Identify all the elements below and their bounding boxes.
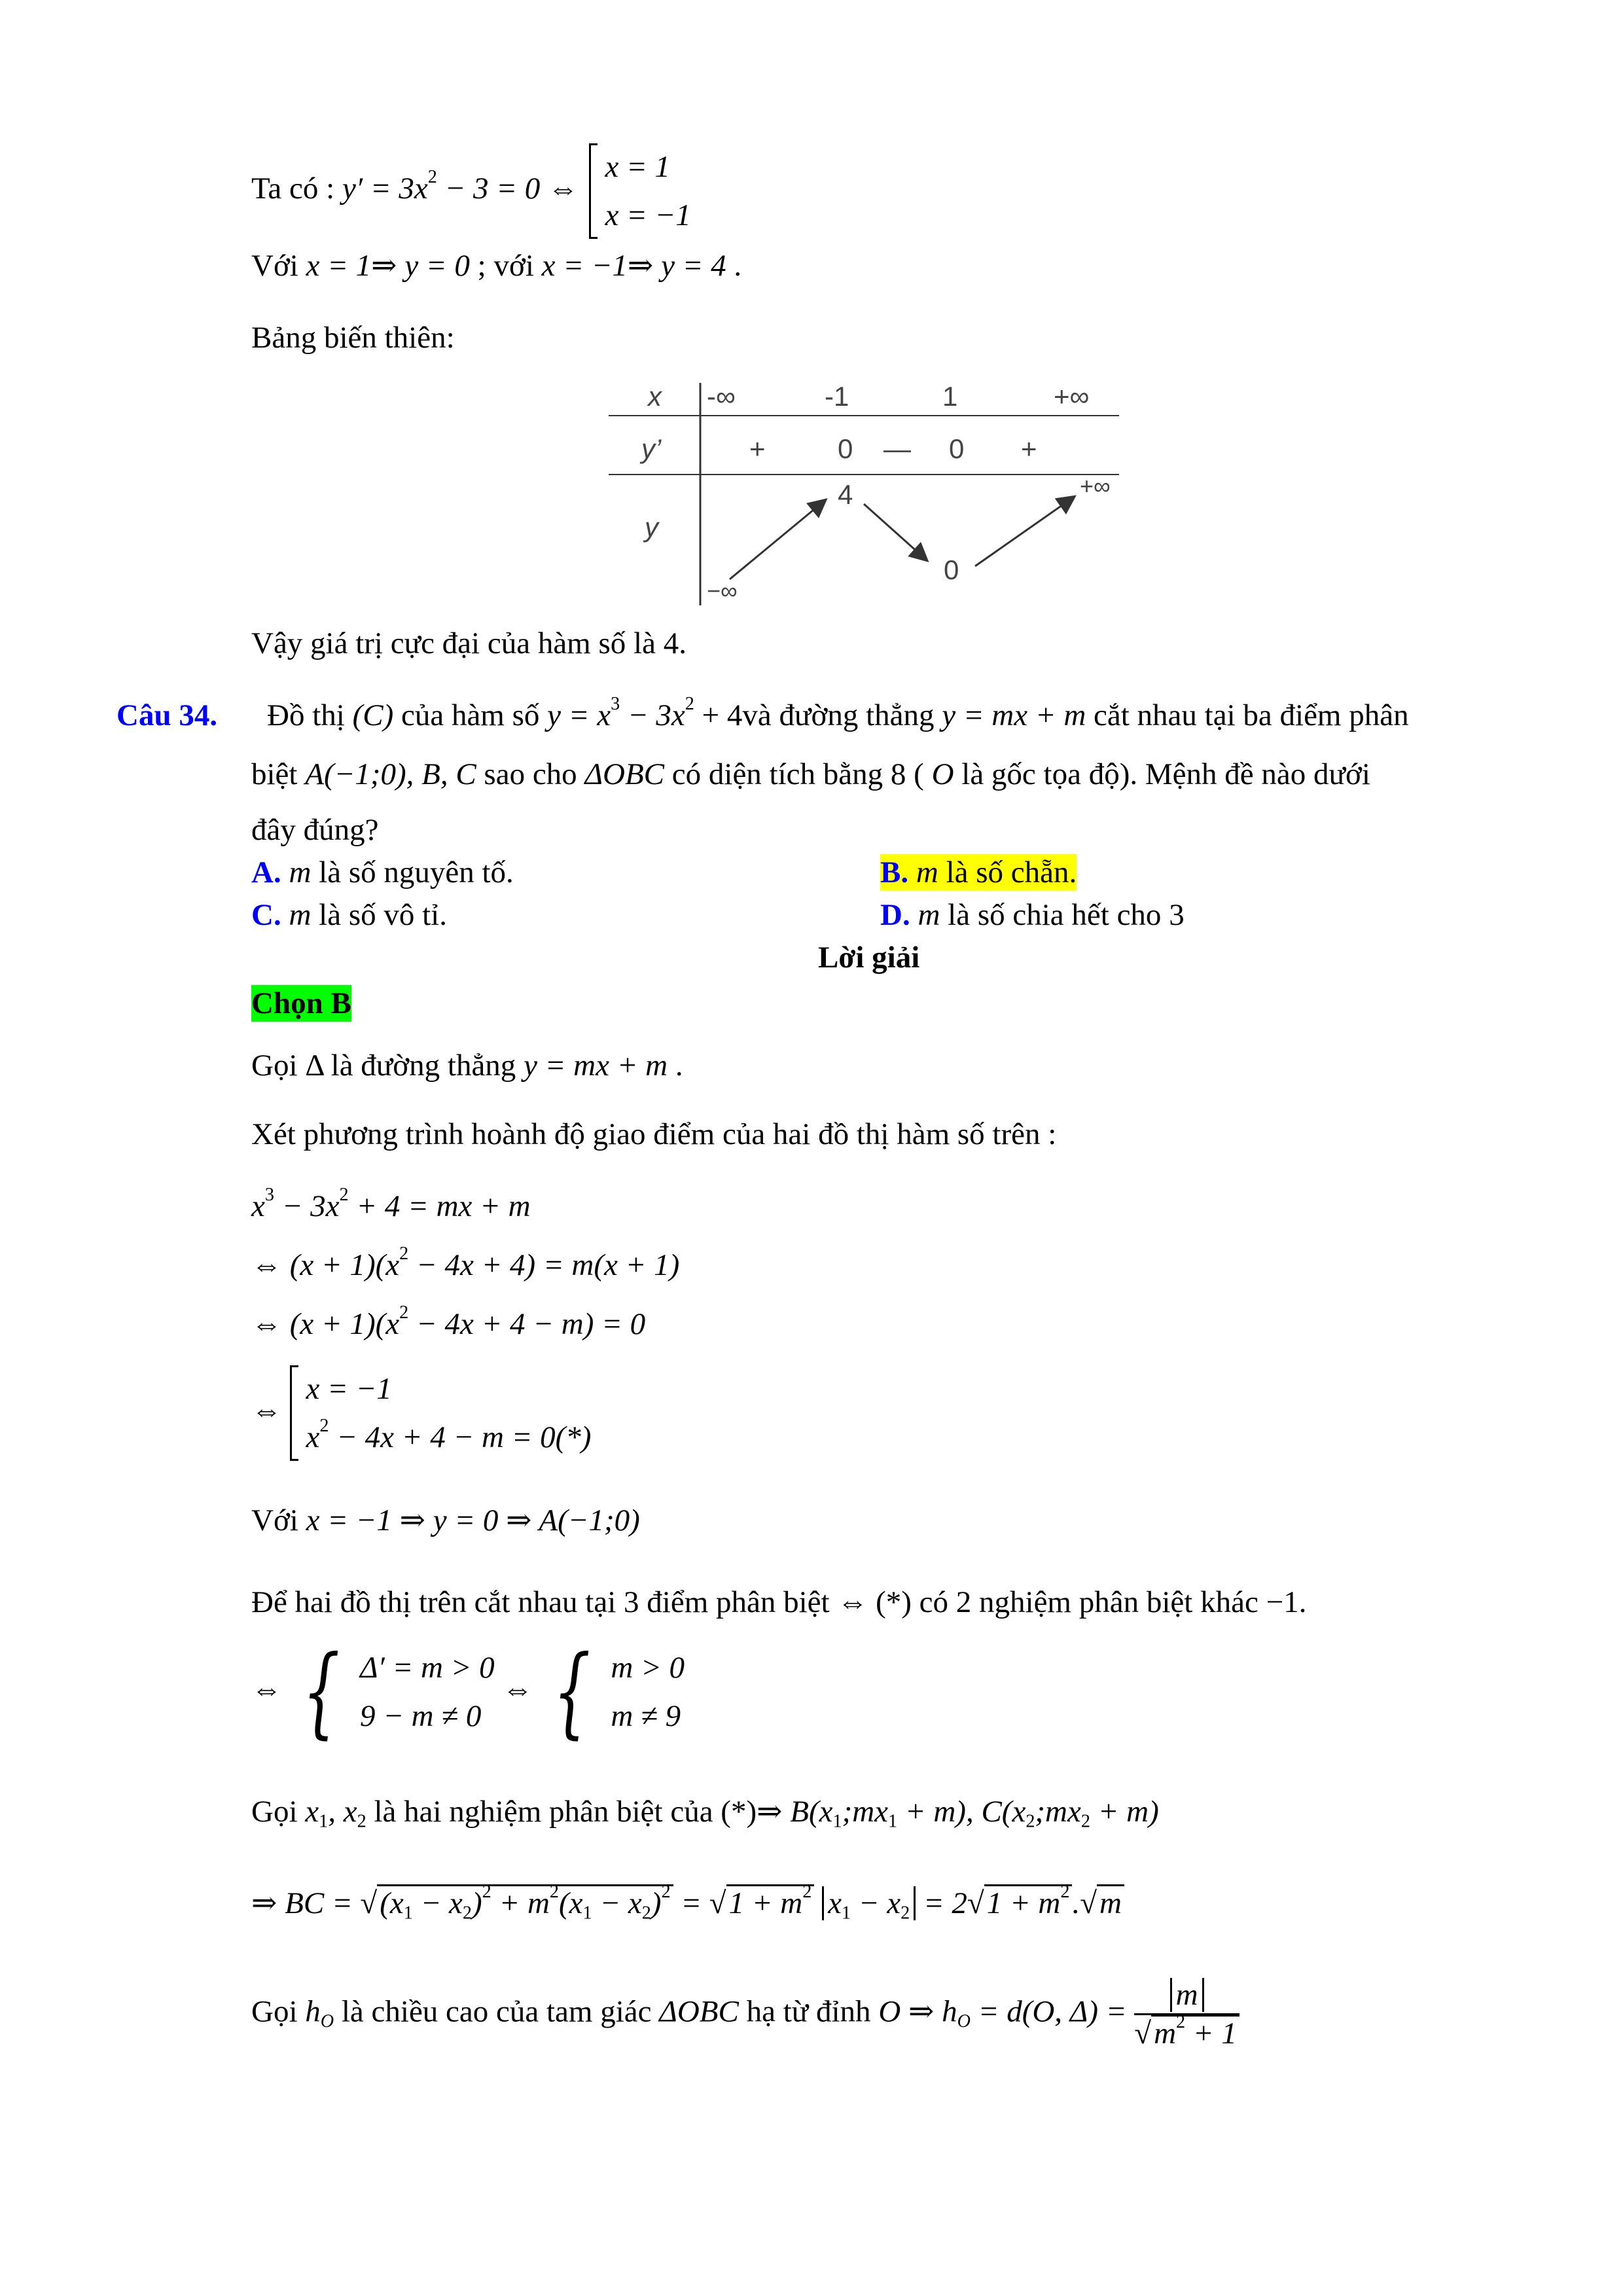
option-b: B. m là số chẵn. [880,854,1077,891]
arrow-down [864,504,926,560]
chosen-answer: Chọn B [251,985,351,1022]
sign-minus: — [883,433,911,464]
sign-zero-1: 0 [838,433,853,464]
arrow-up-2 [975,497,1073,566]
x-val-minus-inf: -∞ [707,383,736,412]
critical-values-line: Với x = 1⇒ y = 0 ; với x = −1⇒ y = 4 . [251,249,742,283]
question-line-1: Đồ thị (C) của hàm số $y = x^3 - 3x^2$ + 4và đường thẳng y = mx + m cắt nhau tại ba điểm phân [267,694,1409,732]
sign-plus-1: + [749,433,766,464]
equation-2: ⇔ $(x + 1)(x^2 - 4x + 4) = m(x + 1)$ [251,1244,680,1282]
solution-line-3: Với x = −1 ⇒ y = 0 ⇒ A(−1;0) [251,1503,640,1537]
solution-line-1: Gọi Δ là đường thẳng y = mx + m . [251,1049,683,1083]
y-label: y [645,512,658,543]
arrow-up-1 [730,501,825,579]
question-line-3: đây đúng? [251,813,379,847]
equation-3: ⇔ $(x + 1)(x^2 - 4x + 4 - m) = 0$ [251,1302,646,1341]
equation-1: $x^3 - 3x^2 + 4$ = mx + m [251,1185,531,1223]
conclusion-line: Vậy giá trị cực đại của hàm số là 4. [251,626,687,660]
option-c: C. m là số vô tỉ. [251,898,447,932]
system-conditions: ⇔ { Δ′ = m > 0 9 − m ≠ 0 ⇔ { m > 0 m ≠ 9 [251,1635,685,1749]
question-label: Câu 34. [116,698,218,732]
x-val-minus-1: -1 [825,383,849,412]
equation-4: ⇔ x = −1 $x^2 - 4x + 4 - m = 0(*)$ [251,1365,591,1462]
solution-line-2: Xét phương trình hoành độ giao điểm của hai đồ thị hàm số trên : [251,1117,1057,1151]
question-line-2: biệt A(−1;0), B, C sao cho ΔOBC có diện tích bằng 8 ( O là gốc tọa độ). Mệnh đề nào dưới [251,757,1370,791]
variation-table-heading: Bảng biến thiên: [251,321,455,355]
sign-zero-2: 0 [949,433,965,464]
y-max: 4 [838,479,853,510]
solution-line-4: Để hai đồ thị trên cắt nhau tại 3 điểm phân biệt ⇔ (*) có 2 nghiệm phân biệt khác −1. [251,1585,1307,1619]
y-plus-inf: +∞ [1080,473,1111,499]
height-line: Gọi $h_O$ là chiều cao của tam giác ΔOBC hạ từ đỉnh O ⇒ $h_O = d(O$, Δ) = $\frac{m}{√m^2 + 1}$ [251,1977,1240,2053]
x-val-plus-inf: +∞ [1054,383,1090,412]
solution-title: Lời giải [818,941,920,975]
y-min: 0 [944,554,959,585]
y-minus-inf: −∞ [707,577,738,604]
bc-length: ⇒ BC = $√(x_1 - x_2)^2 + m^2(x_1 - x_2)^2 = √1 + m^2$ $x_1 - x_2 = 2√1 + m^2.√m$ [251,1885,1124,1922]
x-label: x [648,383,662,412]
derivative-line: Ta có : $y' = 3x^2 - 3 = 0$ ⇔ x = 1 x = −1 [251,143,691,240]
variation-table [609,383,1119,605]
option-d: D. m là số chia hết cho 3 [880,898,1185,932]
sign-plus-2: + [1021,433,1037,464]
solution-line-6: Gọi $x_1$, $x_2$ là hai nghiệm phân biệt của (*)⇒ $B(x_1;mx_1 + m)$, $C(x_2;mx_2 + m)$ [251,1795,1159,1832]
option-a: A. m là số nguyên tố. [251,855,514,889]
yprime-label: y’ [641,433,662,464]
x-val-1: 1 [942,383,958,412]
